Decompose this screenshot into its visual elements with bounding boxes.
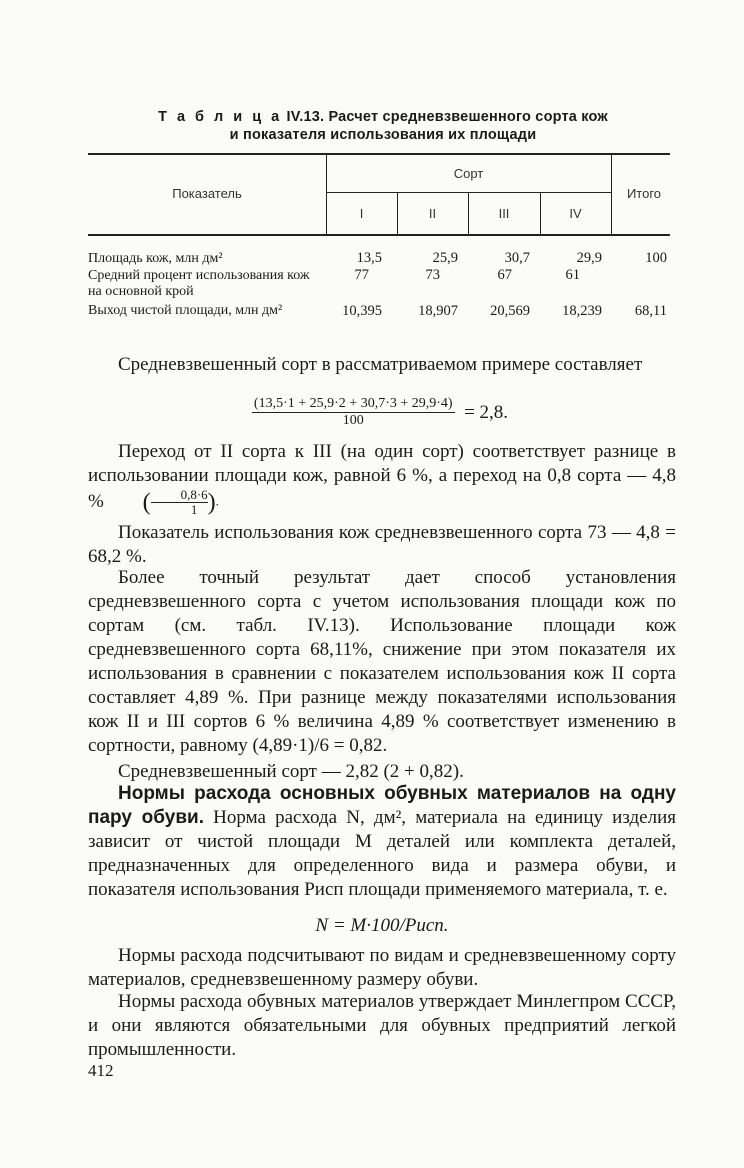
table-cell: 61 [565,267,580,283]
table-cell-total: 68,11 [634,303,667,319]
table-cell: 18,239 [562,303,602,319]
table-caption [88,108,678,144]
paragraph: Показатель использования кож средневзвешенного сорта 73 — 4,8 = 68,2 %. [88,522,676,567]
paragraph: Нормы расхода подсчитывают по видам и средневзвешенному сорту материалов, средневзвешенному размеру обуви. [88,945,676,990]
table-header-sort: Сорт [453,166,484,181]
table-cell: 30,7 [504,250,530,266]
table-cell-total: 100 [645,250,667,266]
table-header-sort-2: II [428,206,437,221]
table-header-rule [88,234,670,236]
table-header-indicator: Показатель [172,186,242,201]
table-cell: 18,907 [418,303,458,319]
table-top-rule [88,153,670,155]
table-cell: 13,5 [356,250,382,266]
table-row-label: Выход чистой площади, млн дм² [88,303,283,318]
paragraph: Средневзвешенный сорт в рассматриваемом примере составляет [118,354,643,375]
table-caption-label: Т а б л и ц а [158,109,283,125]
paragraph [88,782,676,902]
table-header-total: Итого [626,186,662,201]
table-row-label: Площадь кож, млн дм² [88,251,223,266]
table-caption-number: IV.13. [286,109,325,125]
formula-weighted-sort [210,396,550,429]
formula-norm: N = M·100/Pисп. [315,915,449,936]
section-heading: Нормы расхода основных обувных материалов на одну пару обуви. [88,783,676,828]
table-header-sort-1: I [359,206,364,221]
table-cell: 25,9 [432,250,458,266]
table-cell: 73 [425,267,440,283]
table-row-label: Средний процент использования кож на основной крой [88,268,310,299]
table-caption-title-line2: и показателя использования их площади [229,127,537,143]
formula-inline-numerator: 0,8·6 [151,488,208,503]
formula-inline-denominator: 1 [190,502,198,517]
paragraph: Более точный результат дает способ установления средневзвешенного сорта с учетом использования площади кож по сортам (см. табл. IV.13). Использование площади кож средневзвешенного сорта 68,11%, снижение при этом показателя их использования в сравнении с показателем использования кож II сорта составляет 4,89 %. При разнице между показателями использования кож II и III сортов 6 % величина 4,89 % соответствует изменению в сортности, равному (4,89·1)/6 = 0,82. [88,567,676,756]
formula-numerator: (13,5·1 + 25,9·2 + 30,7·3 + 29,9·4) [253,396,453,411]
table-cell: 29,9 [576,250,602,266]
table-cell: 10,395 [342,303,382,319]
formula-denominator: 100 [342,413,364,428]
paragraph [88,440,676,517]
table-cell: 77 [354,267,369,283]
table-cell: 20,569 [490,303,530,319]
table-header-sort-3: III [498,206,510,221]
formula-inline: ( $\frac{0,8\cdot 6}{1}$ ). [142,487,219,517]
table-header-sort-4: IV [569,206,582,221]
table-cell: 67 [497,267,512,283]
paragraph: Нормы расхода обувных материалов утверждает Минлегпром СССР, и они являются обязательными для обувных предприятий легкой промышленности. [88,991,676,1060]
paragraph-text: Норма расхода N, дм², материала на единицу изделия зависит от чистой площади M деталей или комплекта деталей, предназначенных для определенного вида и размера обуви, и показателя использования Pисп площади применяемого материала, т. е. [88,807,676,900]
formula-result: = 2,8. [464,401,509,423]
page-number: 412 [88,1061,114,1080]
paragraph: Средневзвешенный сорт — 2,82 (2 + 0,82). [118,761,464,782]
table-caption-title-line1: Расчет средневзвешенного сорта кож [328,109,608,125]
paragraph-text: Переход от II сорта к III (на один сорт) соответствует разнице в использовании площади кож, равной 6 %, а переход на 0,8 сорта — 4,8 % [88,441,676,512]
